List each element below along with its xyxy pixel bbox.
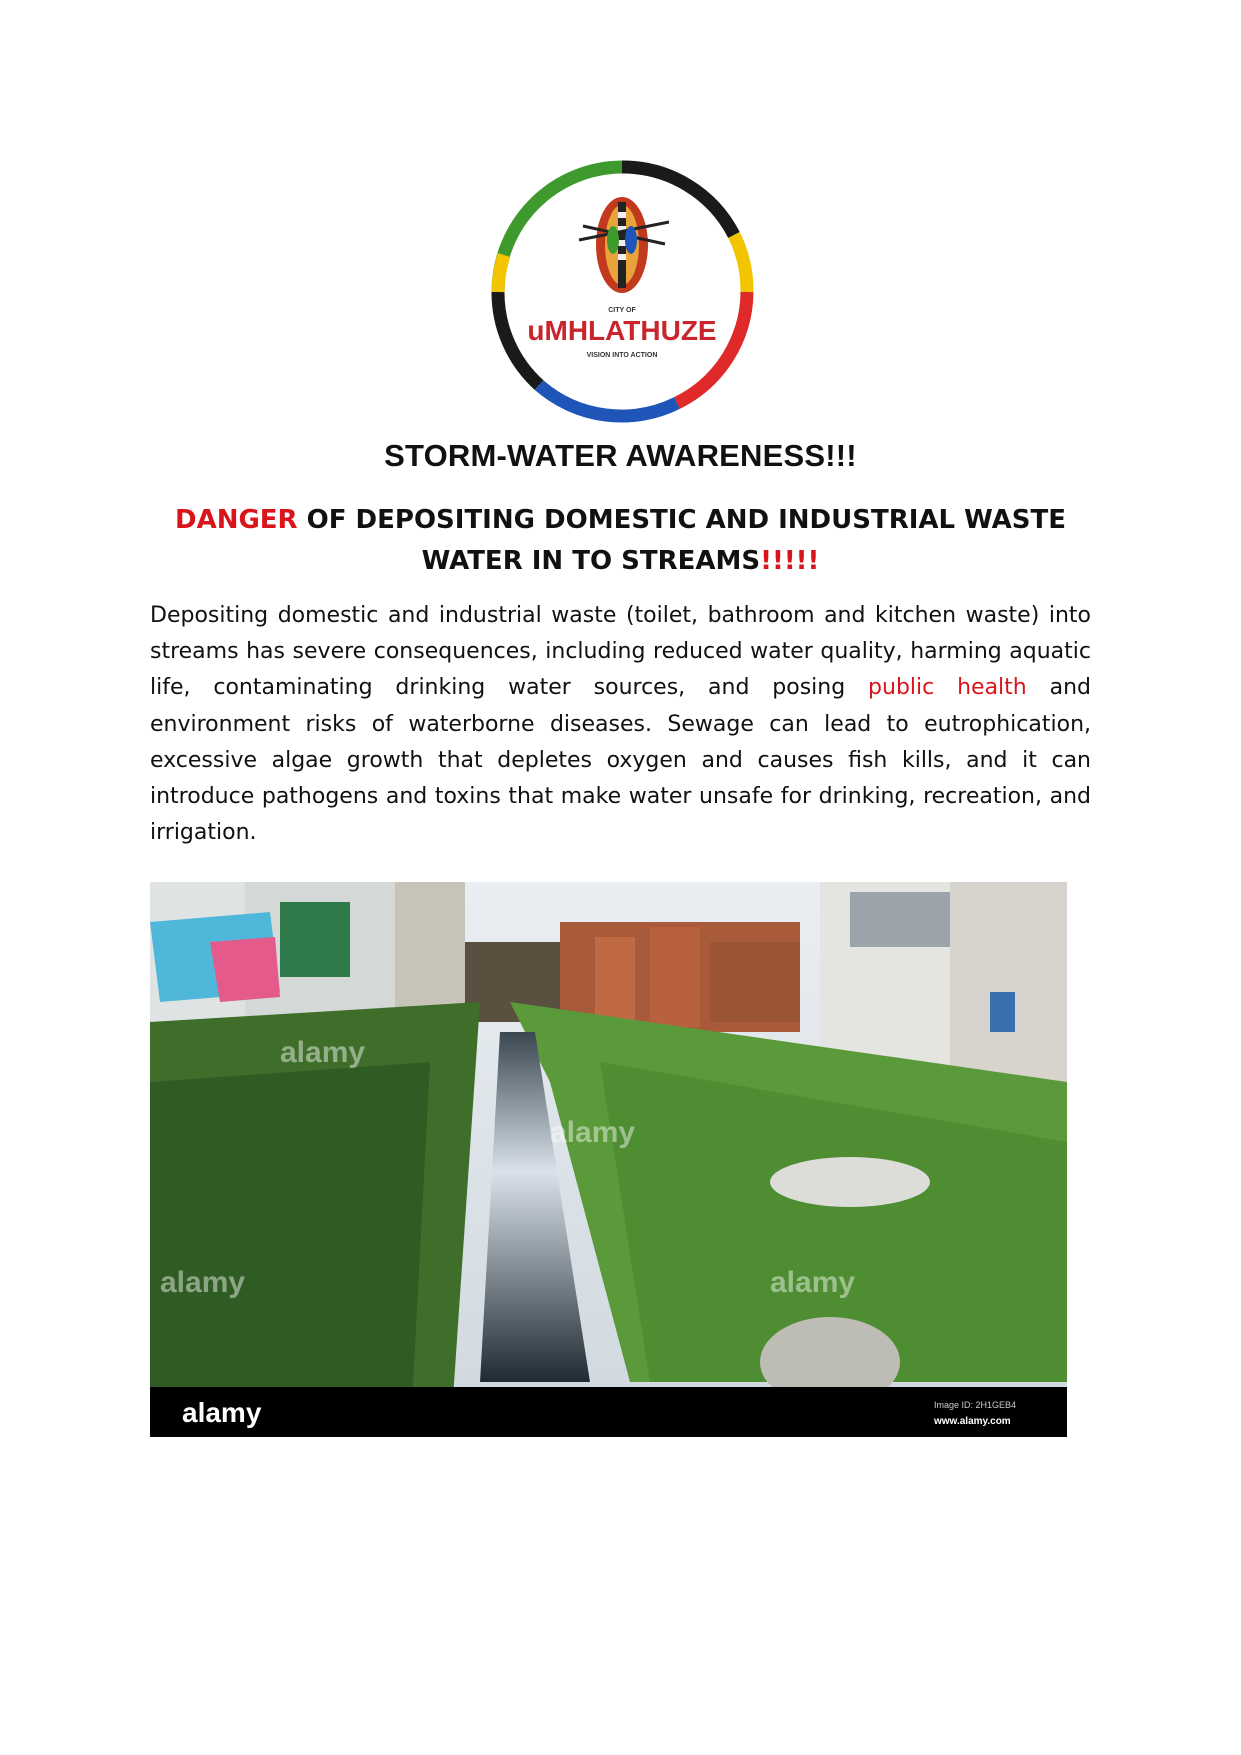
page-title: STORM-WATER AWARENESS!!! xyxy=(384,438,857,473)
svg-text:uMHLATHUZE: uMHLATHUZE xyxy=(527,315,717,346)
svg-text:VISION INTO ACTION: VISION INTO ACTION xyxy=(586,352,658,359)
image-id: Image ID: 2H1GEB4 xyxy=(934,1400,1017,1410)
danger-word: DANGER xyxy=(174,505,298,535)
subtitle-exclaim: !!!!! xyxy=(760,546,820,576)
subtitle xyxy=(150,500,1091,582)
subtitle-line2: WATER IN TO STREAMS xyxy=(421,546,761,576)
city-logo xyxy=(487,160,757,425)
body-paragraph xyxy=(150,598,1091,851)
svg-text:alamy: alamy xyxy=(160,1266,246,1299)
svg-text:CITY OF: CITY OF xyxy=(608,307,636,314)
stream-photo xyxy=(150,882,1067,1437)
body-text-2: and environment risks of waterborne diseases. Sewage can lead to eutrophication, excessive algae growth that depletes oxygen and causes fish kills, and it can introduce pathogens and toxins that make water unsafe for drinking, recreation, and irrigation. xyxy=(150,675,1091,846)
svg-text:alamy: alamy xyxy=(770,1266,856,1299)
alamy-brand: alamy xyxy=(182,1397,262,1428)
shield-spears-emblem-icon xyxy=(579,197,669,293)
body-highlight: public health xyxy=(868,675,1027,701)
subtitle-line1: OF DEPOSITING DOMESTIC AND INDUSTRIAL WASTE xyxy=(297,505,1066,535)
svg-text:alamy: alamy xyxy=(280,1036,366,1069)
body-text-1: Depositing domestic and industrial waste (toilet, bathroom and kitchen waste) into streams has severe consequences, including reduced water quality, harming aquatic life, contaminating drinking water sources, and posing xyxy=(150,603,1091,701)
svg-text:alamy: alamy xyxy=(550,1116,636,1149)
alamy-url: www.alamy.com xyxy=(934,1416,1011,1427)
